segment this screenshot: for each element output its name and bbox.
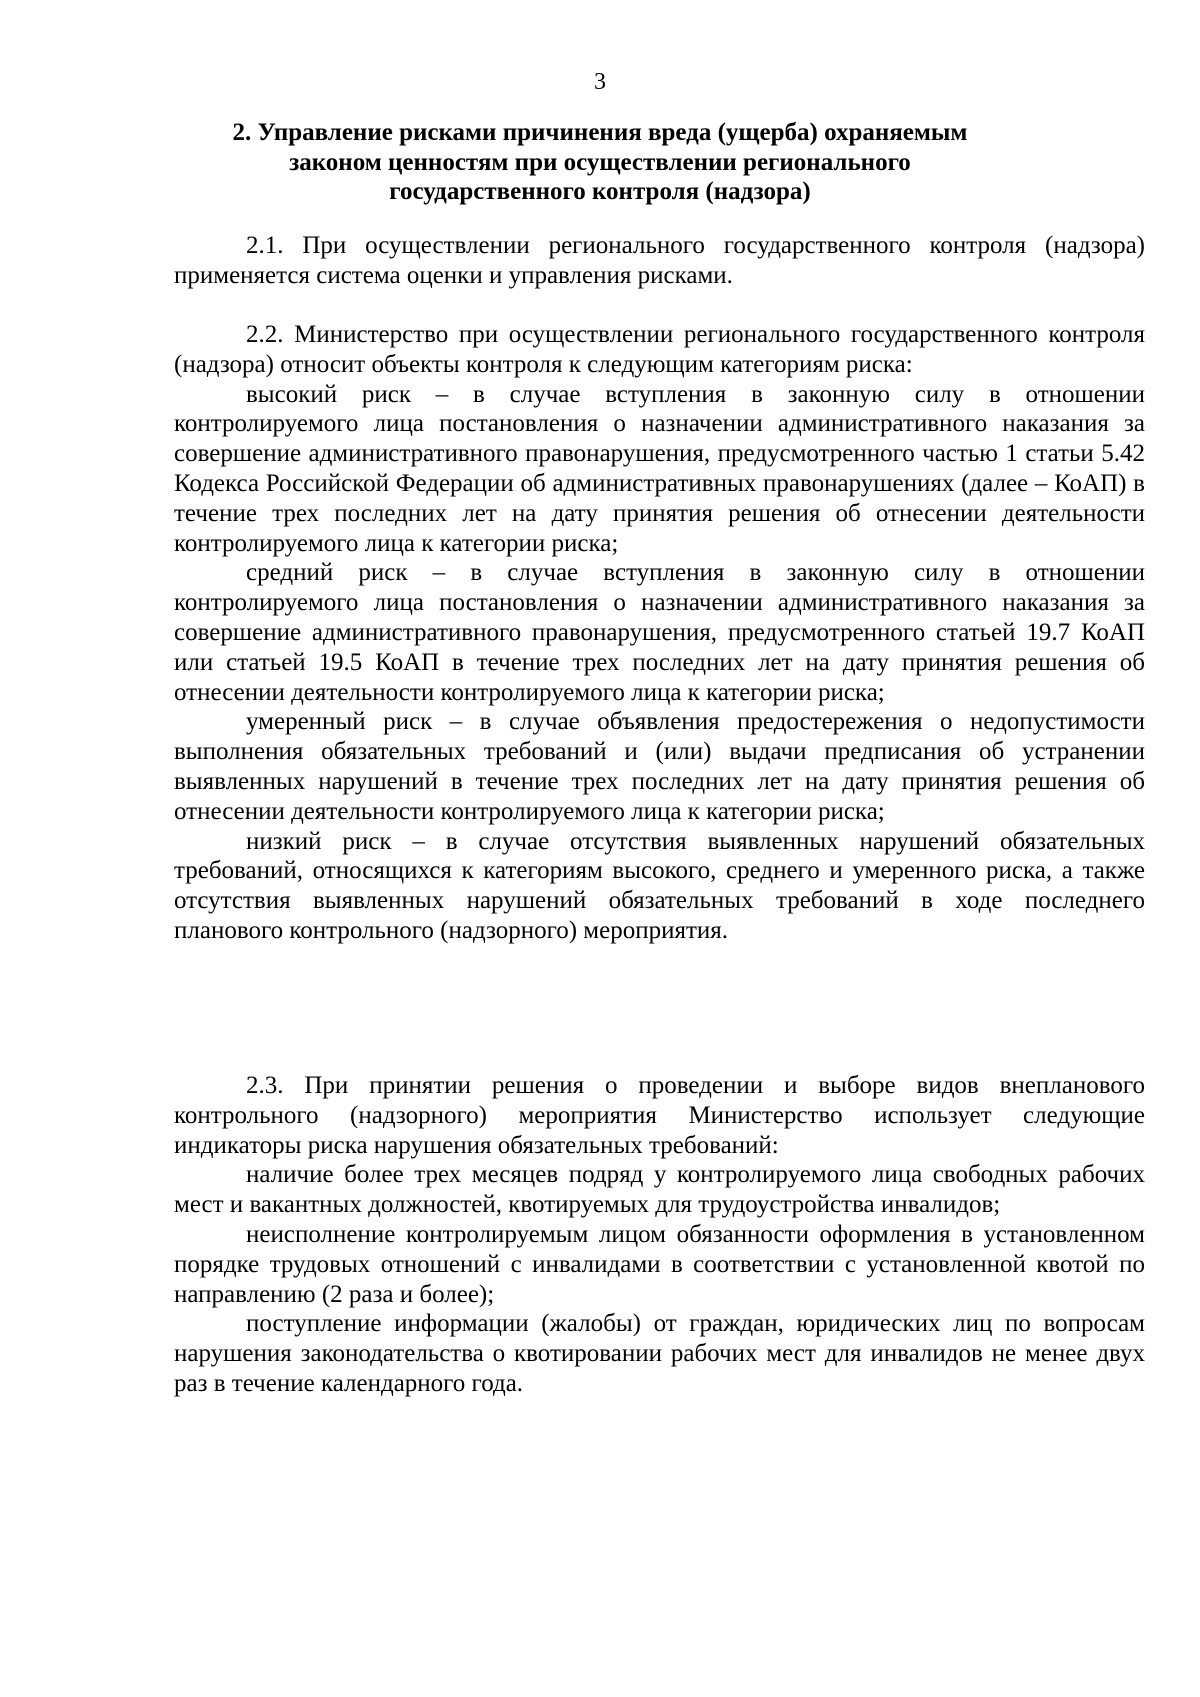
paragraph-indicator-complaints: поступление информации (жалобы) от граждан, юридических лиц по вопросам нарушения законодательства о квотировании рабочих мест для инвалидов не менее двух раз в течение календарного года.: [174, 1310, 1145, 1397]
paragraph-indicator-vacancies: наличие более трех месяцев подряд у контролируемого лица свободных рабочих мест и вакантных должностей, квотируемых для трудоустройства инвалидов;: [174, 1161, 1145, 1219]
section-2-1: [174, 231, 1145, 291]
heading-line: 2. Управление рисками причинения вреда (ущерба) охраняемым: [232, 119, 968, 146]
paragraph-2-1: 2.1. При осуществлении регионального государственного контроля (надзора) применяется система оценки и управления рисками.: [174, 232, 1145, 289]
heading-line: государственного контроля (надзора): [389, 178, 811, 205]
page-number: 3: [594, 69, 606, 95]
paragraph-high-risk: высокий риск – в случае вступления в законную силу в отношении контролируемого лица постановления о назначении административного наказания за совершение административного правонарушения, предусмотренного частью 1 статьи 5.42 Кодекса Российской Федерации об административных правонарушениях (далее – КоАП) в течение трех последних лет на дату принятия решения об отнесении деятельности контролируемого лица к категории риска;: [174, 380, 1145, 557]
paragraph-medium-risk: средний риск – в случае вступления в законную силу в отношении контролируемого лица постановления о назначении административного наказания за совершение административного правонарушения, предусмотренного статьей 19.7 КоАП или статьей 19.5 КоАП в течение трех последних лет на дату принятия решения об отнесении деятельности контролируемого лица к категории риска;: [174, 559, 1145, 706]
paragraph-moderate-risk: умеренный риск – в случае объявления предостережения о недопустимости выполнения обязательных требований и (или) выдачи предписания об устранении выявленных нарушений в течение трех последних лет на дату принятия решения об отнесении деятельности контролируемого лица к категории риска;: [174, 708, 1145, 825]
heading-line: законом ценностям при осуществлении регионального: [289, 148, 911, 176]
paragraph-2-2-intro: 2.2. Министерство при осуществлении регионального государственного контроля (надзора) относит объекты контроля к следующим категориям риска:: [174, 321, 1145, 378]
section-heading: [190, 118, 1010, 207]
section-2-3: [174, 1071, 1145, 1399]
paragraph-indicator-quota: неисполнение контролируемым лицом обязанности оформления в установленном порядке трудовых отношений с инвалидами в соответствии с установленной квотой по направлению (2 раза и более);: [174, 1220, 1145, 1308]
section-2-2: [174, 320, 1145, 946]
paragraph-low-risk: низкий риск – в случае отсутствия выявленных нарушений обязательных требований, относящихся к категориям высокого, среднего и умеренного риска, а также отсутствия выявленных нарушений обязательных требований в ходе последнего планового контрольного (надзорного) мероприятия.: [174, 827, 1145, 944]
paragraph-2-3-intro: 2.3. При принятии решения о проведении и выборе видов внепланового контрольного (надзорного) мероприятия Министерство использует следующие индикаторы риска нарушения обязательных требований:: [174, 1072, 1145, 1159]
